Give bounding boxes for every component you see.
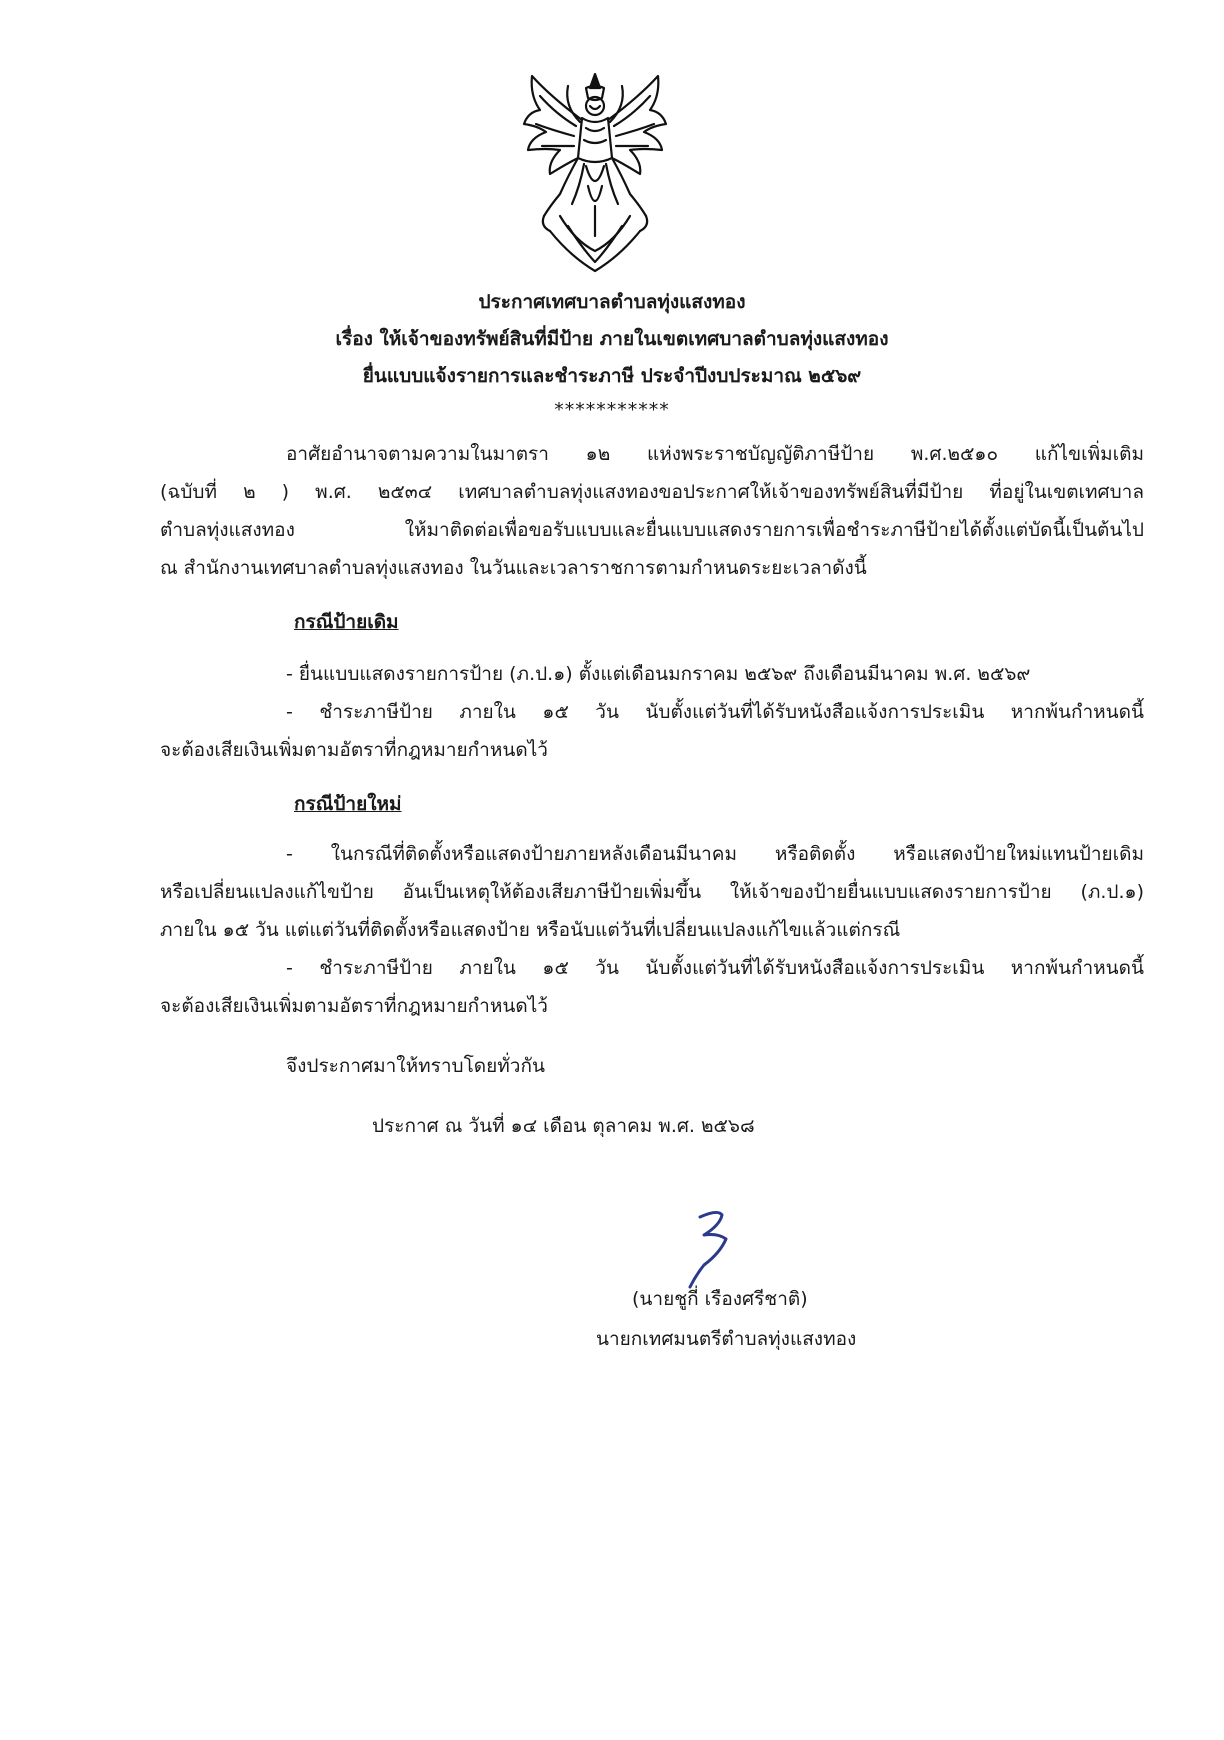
signatory-name: (นายชูกี่ เรืองศรีชาติ)	[632, 1288, 808, 1310]
garuda-emblem-icon	[520, 66, 670, 276]
closing-statement: จึงประกาศมาให้ทราบโดยทั่วกัน	[286, 1055, 545, 1077]
section-old-item-2: - ชำระภาษีป้าย ภายใน ๑๕ วัน นับตั้งแต่วันที่ได้รับหนังสือแจ้งการประเมิน หากพ้นกำหนดนี้	[286, 701, 1144, 723]
signatory-position: นายกเทศมนตรีตำบลทุ่งแสงทอง	[596, 1328, 857, 1350]
section-old-item-1: - ยื่นแบบแสดงรายการป้าย (ภ.ป.๑) ตั้งแต่เดือนมกราคม ๒๕๖๙ ถึงเดือนมีนาคม พ.ศ. ๒๕๖๙	[286, 663, 1031, 685]
announcement-subject-line2: ยื่นแบบแจ้งรายการและชำระภาษี ประจำปีงบประมาณ ๒๕๖๙	[362, 365, 862, 387]
intro-line-1: อาศัยอำนาจตามความในมาตรา ๑๒ แห่งพระราชบัญญัติภาษีป้าย พ.ศ.๒๕๑๐ แก้ไขเพิ่มเติม	[286, 443, 1144, 465]
section-new-item-2-cont: จะต้องเสียเงินเพิ่มตามอัตราที่กฎหมายกำหนดไว้	[160, 995, 548, 1017]
section-new-item-1-cont: หรือเปลี่ยนแปลงแก้ไขป้าย อันเป็นเหตุให้ต้องเสียภาษีป้ายเพิ่มขึ้น ให้เจ้าของป้ายยื่นแบบแสดงรายการป้าย (ภ.ป.๑)	[160, 881, 1144, 903]
announcement-title: ประกาศเทศบาลตำบลทุ่งแสงทอง	[478, 291, 746, 313]
intro-line-2: (ฉบับที่ ๒ ) พ.ศ. ๒๕๓๔ เทศบาลตำบลทุ่งแสงทองขอประกาศให้เจ้าของทรัพย์สินที่มีป้าย ที่อยู่ในเขตเทศบาล	[160, 481, 1144, 503]
section-new-heading: กรณีป้ายใหม่	[294, 793, 402, 815]
signature-icon	[660, 1205, 750, 1295]
intro-line-3: ตำบลทุ่งแสงทอง ให้มาติดต่อเพื่อขอรับแบบและยื่นแบบแสดงรายการเพื่อชำระภาษีป้ายได้ตั้งแต่บัดนี้เป็นต้นไป	[160, 519, 1144, 541]
announcement-date: ประกาศ ณ วันที่ ๑๔ เดือน ตุลาคม พ.ศ. ๒๕๖๘	[372, 1115, 755, 1137]
section-new-item-1: - ในกรณีที่ติดตั้งหรือแสดงป้ายภายหลังเดือนมีนาคม หรือติดตั้ง หรือแสดงป้ายใหม่แทนป้ายเดิม	[286, 843, 1144, 865]
section-new-item-2: - ชำระภาษีป้าย ภายใน ๑๕ วัน นับตั้งแต่วันที่ได้รับหนังสือแจ้งการประเมิน หากพ้นกำหนดนี้	[286, 957, 1144, 979]
announcement-subject: เรื่อง ให้เจ้าของทรัพย์สินที่มีป้าย ภายในเขตเทศบาลตำบลทุ่งแสงทอง	[335, 328, 889, 350]
section-old-item-2-cont: จะต้องเสียเงินเพิ่มตามอัตราที่กฎหมายกำหนดไว้	[160, 739, 548, 761]
title-separator: ***********	[554, 399, 670, 421]
intro-line-4: ณ สำนักงานเทศบาลตำบลทุ่งแสงทอง ในวันและเวลาราชการตามกำหนดระยะเวลาดังนี้	[160, 557, 867, 579]
section-old-heading: กรณีป้ายเดิม	[294, 611, 399, 633]
section-new-item-1-cont-2: ภายใน ๑๕ วัน แต่แต่วันที่ติดตั้งหรือแสดงป้าย หรือนับแต่วันที่เปลี่ยนแปลงแก้ไขแล้วแต่กรณี	[160, 919, 901, 941]
